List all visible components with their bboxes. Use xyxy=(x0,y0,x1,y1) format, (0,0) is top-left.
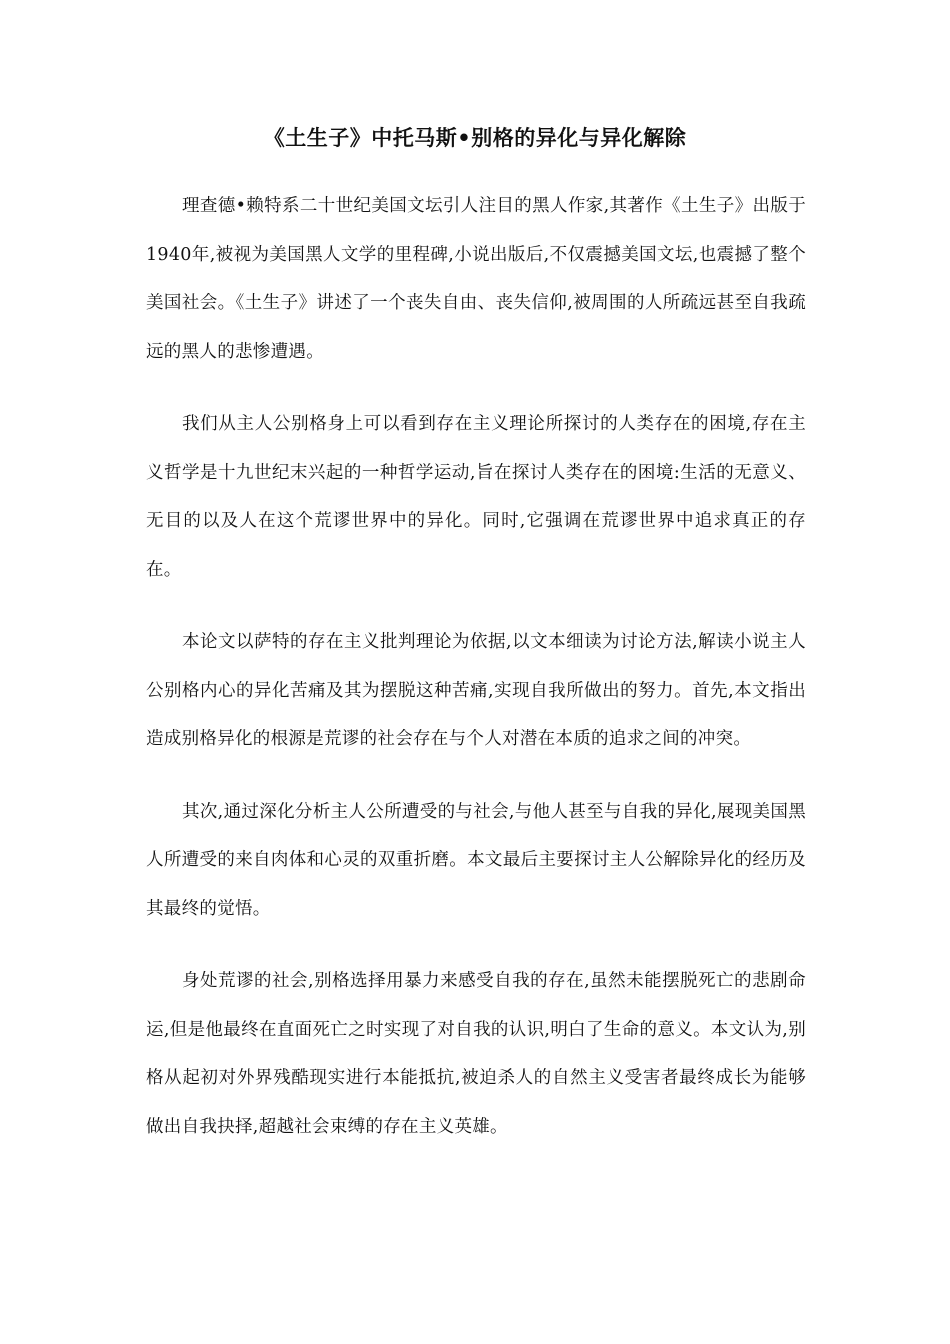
page-title: 《土生子》中托马斯•别格的异化与异化解除 xyxy=(263,126,687,150)
document-body xyxy=(146,182,806,1175)
paragraph-4: 其次,通过深化分析主人公所遭受的与社会,与他人甚至与自我的异化,展现美国黑人所遭受的来自肉体和心灵的双重折磨。本文最后主要探讨主人公解除异化的经历及其最终的觉悟。 xyxy=(146,801,806,919)
paragraph-3: 本论文以萨特的存在主义批判理论为依据,以文本细读为讨论方法,解读小说主人公别格内心的异化苦痛及其为摆脱这种苦痛,实现自我所做出的努力。首先,本文指出造成别格异化的根源是荒谬的社会存在与个人对潜在本质的追求之间的冲突。 xyxy=(146,632,806,749)
paragraph-5: 身处荒谬的社会,别格选择用暴力来感受自我的存在,虽然未能摆脱死亡的悲剧命运,但是他最终在直面死亡之时实现了对自我的认识,明白了生命的意义。本文认为,别格从起初对外界残酷现实进行本能抵抗,被迫杀人的自然主义受害者最终成长为能够做出自我抉择,超越社会束缚的存在主义英雄。 xyxy=(146,971,806,1137)
paragraph-2: 我们从主人公别格身上可以看到存在主义理论所探讨的人类存在的困境,存在主义哲学是十九世纪末兴起的一种哲学运动,旨在探讨人类存在的困境:生活的无意义、无目的以及人在这个荒谬世界中的异化。同时,它强调在荒谬世界中追求真正的存在。 xyxy=(146,414,806,580)
paragraph-1: 理查德•赖特系二十世纪美国文坛引人注目的黑人作家,其著作《土生子》出版于1940年,被视为美国黑人文学的里程碑,小说出版后,不仅震撼美国文坛,也震撼了整个美国社会。《土生子》讲述了一个丧失自由、丧失信仰,被周围的人所疏远甚至自我疏远的黑人的悲惨遭遇。 xyxy=(146,196,806,362)
